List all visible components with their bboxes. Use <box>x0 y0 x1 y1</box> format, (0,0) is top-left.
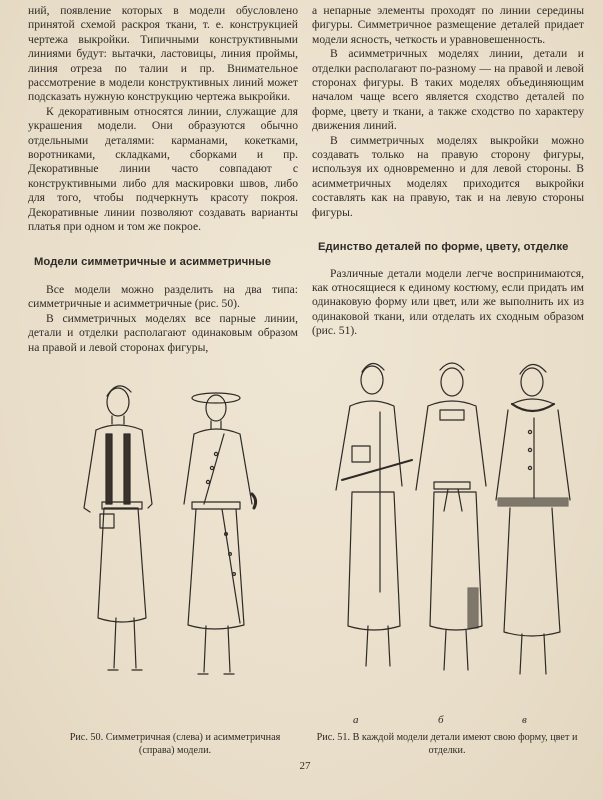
right-paragraph-3: В симметричных моделях выкройки можно создавать только на правую сторону фигуры, используя их одновременно и для левой стороны. В асимметричных моделях приходится выкройки составлять как на правую, так и на левую стороны фигуры. <box>312 133 584 219</box>
section-heading-symmetry: Модели симметричные и асимметричные <box>34 255 272 268</box>
figure-51-illustration <box>322 352 580 724</box>
fig51-woman-b <box>416 363 486 670</box>
fig51-woman-a <box>336 363 412 666</box>
figure-50-caption: Рис. 50. Симметричная (слева) и асимметричная (справа) модели. <box>69 732 281 756</box>
left-paragraph-3: Все модели можно разделить на два типа: симметричные и асимметричные (рис. 50). <box>28 282 298 311</box>
fig51-label-b: б <box>438 714 444 726</box>
left-column <box>28 4 298 355</box>
page-number: 27 <box>299 760 311 772</box>
right-paragraph-4: Различные детали модели легче воспринимаются, как относящиеся к единому костюму, если придать им одинаковую форму или цвет, или же выполнить их из одинаковой ткани, или отделать их сходным образом (рис. 51). <box>312 266 584 338</box>
fig51-label-c: в <box>522 714 527 726</box>
figure-51-caption: Рис. 51. В каждой модели детали имеют свою форму, цвет и отделки. <box>316 732 578 756</box>
fig50-right-woman <box>184 393 256 674</box>
left-paragraph-1: ний, появление которых в модели обусловлено принятой схемой раскроя ткани, т. е. конструкцией чертежа выкройки. Типичными конструктивными линиями будут: вытачки, ластовицы, линия проймы, линия отреза по талии и пр. Внимательное рассмотрение в модели конструктивных линий может подсказать нужную конструкцию чертежа выкройки. <box>28 4 298 104</box>
right-column <box>312 4 584 339</box>
right-paragraph-1: а непарные элементы проходят по линии середины фигуры. Симметричное размещение деталей придает модели ясность, четкость и уравновешенность. <box>312 4 584 46</box>
right-paragraph-2: В асимметричных моделях линии, детали и отделки располагают по-разному — на правой и левой сторонах фигуры. В таких моделях объединяющим началом чаще всего является сходство деталей по форме, цвету и ткани, а также сходство по характеру движения линий. <box>312 47 584 133</box>
fig51-label-a: а <box>353 714 359 726</box>
figure-50-illustration <box>56 374 288 714</box>
left-paragraph-2: К декоративным относятся линии, служащие для украшения модели. Они образуются обычно отдельными деталями: карманами, кокетками, воротниками, складками, сборками и пр. Декоративные линии часто совпадают с конструктивными либо для маскировки швов, либо для того, чтобы подчеркнуть красоту покроя. Декоративные линии позволяют создавать варианты платья при одном и том же покрое. <box>28 104 298 234</box>
fig51-woman-c <box>496 364 570 674</box>
section-heading-unity: Единство деталей по форме, цвету, отделке <box>318 241 569 254</box>
fig50-left-woman <box>84 386 152 670</box>
left-paragraph-4: В симметричных моделях все парные линии, детали и отделки располагают одинаковым образом на правой и левой сторонах фигуры, <box>28 311 298 354</box>
